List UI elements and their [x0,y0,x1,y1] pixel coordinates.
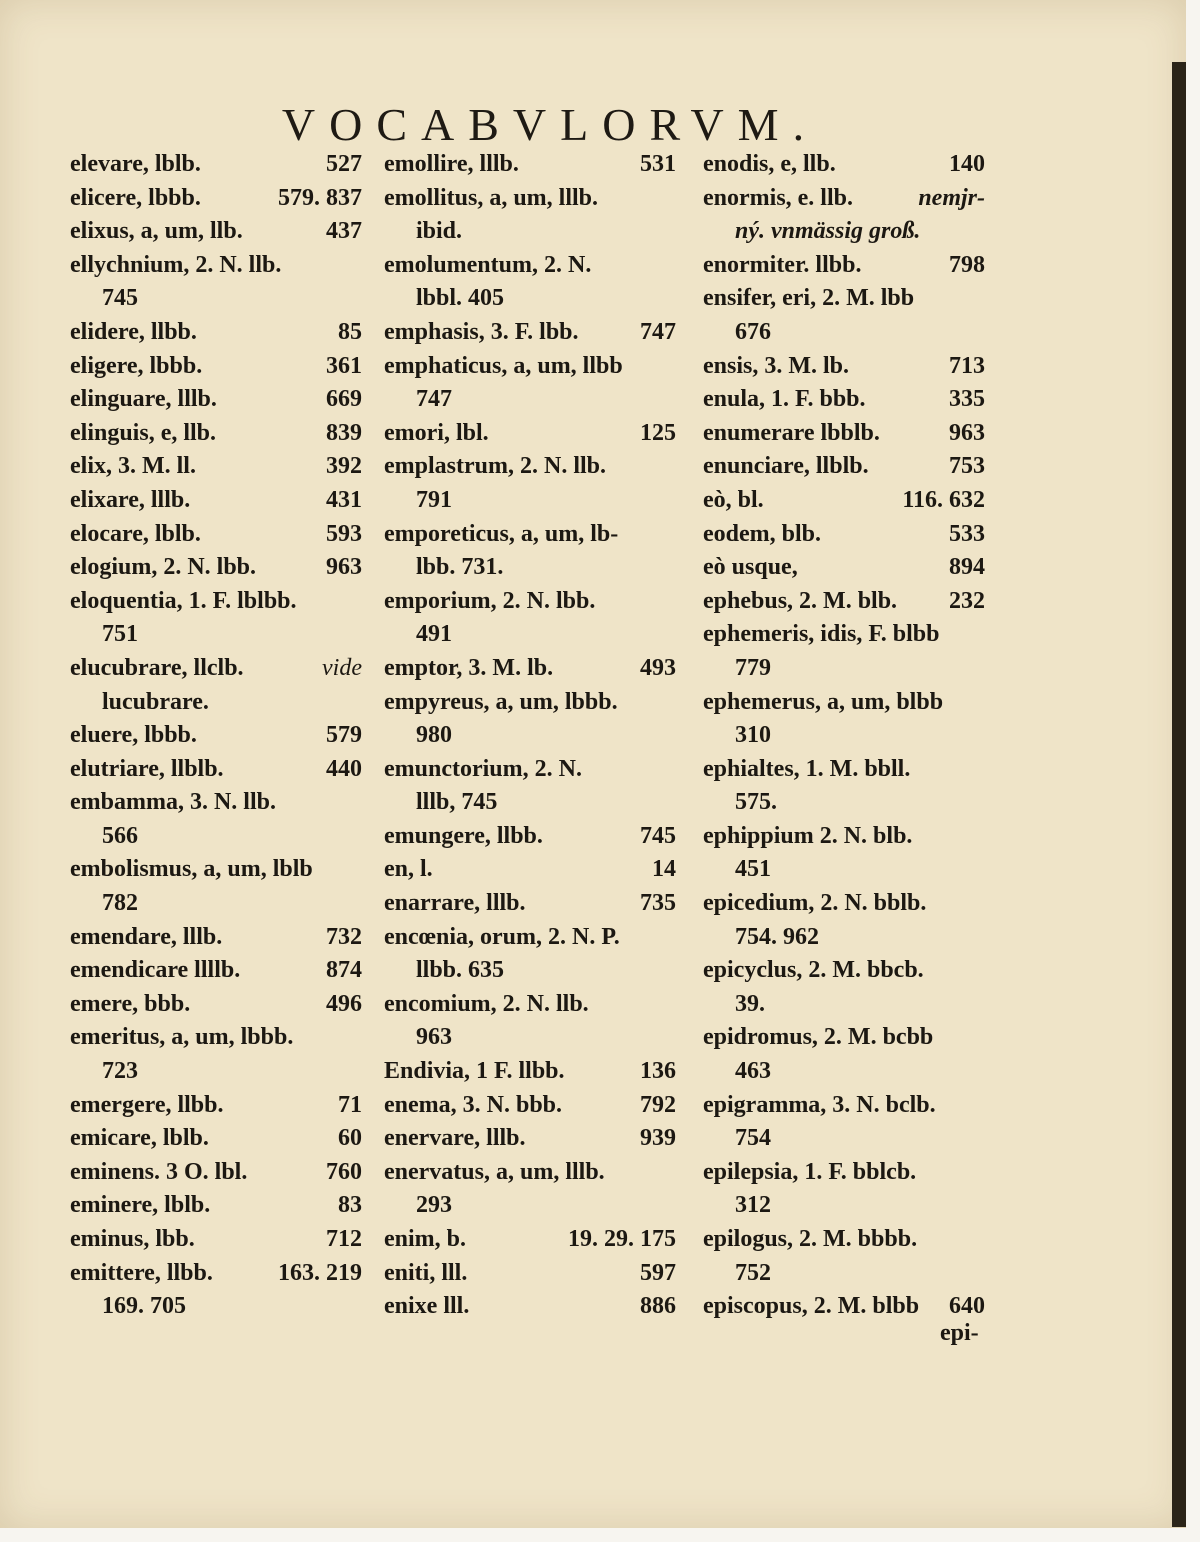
entry-term: episcopus, 2. M. blbb [703,1293,920,1320]
entry-term: emere, bbb. [70,990,191,1017]
index-column-1 [70,148,362,1324]
index-entry [703,1290,985,1324]
index-entry [703,585,985,619]
entry-term: epigramma, 3. N. bclb. [703,1091,936,1118]
entry-term: eò, bl. [703,486,764,513]
entry-term: epicyclus, 2. M. bbcb. [703,957,924,984]
entry-term: emptor, 3. M. lb. [384,654,554,681]
entry-term: emendare, lllb. [70,923,223,950]
entry-term: eluere, lbbb. [70,722,197,749]
entry-term: ephemeris, idis, F. blbb [703,621,940,648]
entry-term: enim, b. [384,1226,467,1252]
index-entry [384,585,676,619]
entry-continuation: ný. vnmässig groß. [735,218,921,245]
index-entry [70,585,362,619]
entry-term: ephebus, 2. M. blb. [703,587,898,614]
index-entry [70,1156,362,1190]
entry-term: enema, 3. N. bbb. [384,1091,563,1118]
entry-term: embamma, 3. N. llb. [70,789,276,816]
catchword: epi- [940,1320,979,1346]
entry-continuation: lucubrare. [102,688,209,715]
entry-term: epilogus, 2. M. bbbb. [703,1226,918,1252]
index-entry [703,686,985,720]
entry-term: elinguis, e, llb. [70,419,217,446]
entry-term: emori, lbl. [384,419,489,446]
entry-term: empyreus, a, um, lbbb. [384,688,618,715]
index-entry [384,1257,676,1291]
entry-term: eloquentia, 1. F. lblbb. [70,587,297,614]
entry-page-ref: 963 [949,419,985,446]
entry-term: emendicare llllb. [70,957,241,984]
entry-continuation: 575. [735,789,777,816]
entry-term: enodis, e, llb. [703,151,836,177]
index-entry [703,1089,985,1123]
index-entry [384,249,676,283]
entry-page-ref: 496 [326,990,362,1017]
entry-term: emplastrum, 2. N. llb. [384,453,606,480]
entry-continuation: 723 [102,1058,138,1085]
entry-continuation: 310 [735,722,771,749]
entry-page-ref: 640 [949,1293,985,1320]
entry-page-ref: 874 [326,957,362,984]
entry-continuation: 566 [102,822,138,849]
entry-term: emollire, lllb. [384,151,519,177]
entry-term: en, l. [384,856,433,883]
index-entry [70,484,362,518]
entry-term: eligere, lbbb. [70,352,203,379]
entry-page-ref: 437 [326,218,362,245]
entry-term: elix, 3. M. ll. [70,453,196,480]
index-entry [384,820,676,854]
index-entry [70,921,362,955]
entry-page-ref: 798 [949,251,985,278]
index-entry [70,652,362,686]
index-entry [703,450,985,484]
entry-continuation: 752 [735,1259,771,1286]
index-entry [703,282,985,316]
entry-continuation: ibid. [416,218,463,245]
index-entry [384,1223,676,1257]
index-entry [703,551,985,585]
entry-page-ref: 14 [652,856,676,883]
index-entry [703,1223,985,1257]
entry-page-ref: 531 [640,151,676,177]
entry-continuation: 980 [416,722,452,749]
index-entry [70,148,362,182]
entry-term: elogium, 2. N. lbb. [70,554,257,581]
entry-page-ref: 735 [640,890,676,917]
entry-page-ref: 71 [338,1091,362,1118]
running-head: VOCABVLORVM. [281,99,819,150]
entry-page-ref: 963 [326,554,362,581]
entry-term: ephemerus, a, um, blbb [703,688,944,715]
index-entry [703,249,985,283]
entry-term: emunctorium, 2. N. [384,755,582,782]
entry-term: emeritus, a, um, lbbb. [70,1024,294,1051]
entry-page-ref: 125 [640,419,676,446]
index-entry [70,786,362,820]
index-entry [70,383,362,417]
index-entry [384,853,676,887]
entry-term: emollitus, a, um, lllb. [384,184,599,211]
index-entry [703,148,985,182]
index-entry [703,1021,985,1055]
entry-page-ref: 839 [326,419,362,446]
index-entry [70,954,362,988]
index-entry [384,921,676,955]
index-entry [70,450,362,484]
index-entry [384,417,676,451]
entry-term: eodem, blb. [703,520,822,547]
index-entry [384,652,676,686]
index-entry [70,1223,362,1257]
entry-term: emungere, llbb. [384,822,543,849]
entry-term: elixus, a, um, llb. [70,218,243,245]
index-entry [70,1189,362,1223]
entry-page-ref: 886 [640,1293,676,1320]
entry-continuation: lbbl. 405 [416,285,505,312]
entry-term: eminere, lblb. [70,1192,211,1219]
entry-page-ref: 232 [949,587,985,614]
entry-continuation: 747 [416,386,452,413]
entry-page-ref: 440 [326,755,362,782]
index-entry [384,1055,676,1089]
entry-page-ref: 713 [949,352,985,379]
index-entry [70,249,362,283]
index-entry [384,1089,676,1123]
entry-term: emolumentum, 2. N. [384,251,592,278]
entry-page-ref: 579 [326,722,362,749]
entry-term: embolismus, a, um, lblb [70,856,313,883]
index-entry [703,820,985,854]
entry-term: enarrare, lllb. [384,890,526,917]
entry-term: elutriare, llblb. [70,755,224,782]
entry-page-ref: 136 [640,1058,676,1085]
index-entry [70,316,362,350]
entry-page-ref: 85 [338,318,362,345]
entry-continuation: 745 [102,285,138,312]
entry-page-ref: 533 [949,520,985,547]
index-entry [70,1021,362,1055]
entry-page-ref: 361 [326,352,362,379]
entry-term: encœnia, orum, 2. N. P. [384,923,620,950]
index-entry [384,148,676,182]
index-entry [703,887,985,921]
index-entry [70,1122,362,1156]
index-entry [384,887,676,921]
entry-page-ref: 747 [640,318,676,345]
entry-term: eminens. 3 O. lbl. [70,1158,248,1185]
index-entry [70,215,362,249]
entry-continuation: 169. 705 [102,1293,186,1320]
index-column-3 [703,148,985,1324]
entry-page-ref: 19. 29. 175 [568,1226,676,1252]
entry-term: eò usque, [703,554,798,581]
index-entry [70,1089,362,1123]
entry-continuation: 39. [735,990,765,1017]
index-entry [384,753,676,787]
entry-term: enervare, lllb. [384,1125,526,1152]
entry-page-ref: 116. 632 [902,486,985,513]
entry-continuation: 293 [416,1192,452,1219]
entry-term: emporeticus, a, um, lb- [384,520,619,547]
entry-term: eniti, lll. [384,1259,468,1286]
entry-term: emicare, lblb. [70,1125,209,1152]
index-entry [70,853,362,887]
entry-page-ref: nemjr- [918,184,985,211]
entry-page-ref: 335 [949,386,985,413]
entry-continuation: 791 [416,486,452,513]
entry-page-ref: 669 [326,386,362,413]
entry-term: elicere, lbbb. [70,184,201,211]
entry-page-ref: 597 [640,1259,676,1286]
entry-page-ref: vide [322,654,362,681]
index-entry [703,518,985,552]
entry-term: enumerare lbblb. [703,419,880,446]
entry-term: elixare, lllb. [70,486,191,513]
entry-continuation: 963 [416,1024,452,1051]
index-entry [70,518,362,552]
entry-term: epilepsia, 1. F. bblcb. [703,1158,917,1185]
entry-term: emphasis, 3. F. lbb. [384,318,579,345]
entry-page-ref: 392 [326,453,362,480]
entry-page-ref: 894 [949,554,985,581]
entry-continuation: 312 [735,1192,771,1219]
entry-page-ref: 83 [338,1192,362,1219]
entry-term: epicedium, 2. N. bblb. [703,890,927,917]
entry-term: enixe lll. [384,1293,470,1320]
entry-term: enormis, e. llb. [703,184,853,211]
entry-term: ephippium 2. N. blb. [703,822,913,849]
entry-page-ref: 760 [326,1158,362,1185]
entry-continuation: 782 [102,890,138,917]
entry-term: enunciare, llblb. [703,453,869,480]
entry-term: emphaticus, a, um, llbb [384,352,623,379]
index-entry [703,1156,985,1190]
index-entry [703,484,985,518]
entry-term: elocare, lblb. [70,520,201,547]
entry-continuation: lllb, 745 [416,789,498,816]
index-entry [70,417,362,451]
entry-term: elinguare, lllb. [70,386,217,413]
entry-term: emergere, llbb. [70,1091,224,1118]
index-entry [703,417,985,451]
index-entry [70,551,362,585]
entry-term: eminus, lbb. [70,1226,195,1252]
index-entry [703,182,985,216]
index-entry [384,450,676,484]
entry-term: emporium, 2. N. lbb. [384,587,596,614]
entry-page-ref: 939 [640,1125,676,1152]
entry-continuation: 751 [102,621,138,648]
entry-page-ref: 593 [326,520,362,547]
index-entry [70,719,362,753]
index-entry [384,350,676,384]
entry-term: elucubrare, llclb. [70,654,244,681]
entry-term: ensifer, eri, 2. M. lbb [703,285,915,312]
entry-term: emittere, llbb. [70,1259,213,1286]
entry-page-ref: 579. 837 [278,184,362,211]
entry-page-ref: 712 [326,1226,362,1252]
entry-term: encomium, 2. N. llb. [384,990,589,1017]
index-entry [384,316,676,350]
index-entry [70,350,362,384]
index-entry [384,1156,676,1190]
index-entry [70,1257,362,1291]
index-entry [703,954,985,988]
index-entry [384,686,676,720]
entry-continuation: 491 [416,621,452,648]
entry-page-ref: 792 [640,1091,676,1118]
entry-page-ref: 493 [640,654,676,681]
entry-continuation: llbb. 635 [416,957,505,984]
index-entry [384,518,676,552]
entry-term: enormiter. llbb. [703,251,862,278]
index-entry [703,350,985,384]
entry-term: ephialtes, 1. M. bbll. [703,755,911,782]
entry-continuation: 779 [735,654,771,681]
index-entry [384,182,676,216]
index-column-2 [384,148,676,1324]
entry-term: elidere, llbb. [70,318,197,345]
entry-page-ref: 60 [338,1125,362,1152]
entry-continuation: 676 [735,318,771,345]
index-entry [703,753,985,787]
index-entry [384,1290,676,1324]
page-edge-shadow [1172,62,1186,1527]
entry-term: ellychnium, 2. N. llb. [70,251,282,278]
entry-term: Endivia, 1 F. llbb. [384,1058,565,1085]
entry-continuation: 754. 962 [735,923,819,950]
entry-continuation: 754 [735,1125,771,1152]
entry-page-ref: 753 [949,453,985,480]
entry-continuation: 463 [735,1058,771,1085]
index-entry [70,988,362,1022]
entry-term: elevare, lblb. [70,151,201,177]
index-entry [703,383,985,417]
entry-page-ref: 431 [326,486,362,513]
entry-page-ref: 745 [640,822,676,849]
index-entry [703,618,985,652]
index-entry [384,1122,676,1156]
entry-page-ref: 163. 219 [278,1259,362,1286]
index-entry [384,988,676,1022]
entry-continuation: 451 [735,856,771,883]
index-entry [70,753,362,787]
index-entry [70,182,362,216]
entry-term: ensis, 3. M. lb. [703,352,850,379]
entry-continuation: lbb. 731. [416,554,504,581]
entry-page-ref: 732 [326,923,362,950]
entry-page-ref: 527 [326,151,362,177]
entry-term: enervatus, a, um, lllb. [384,1158,605,1185]
entry-page-ref: 140 [949,151,985,177]
entry-term: epidromus, 2. M. bcbb [703,1024,934,1051]
entry-term: enula, 1. F. bbb. [703,386,866,413]
